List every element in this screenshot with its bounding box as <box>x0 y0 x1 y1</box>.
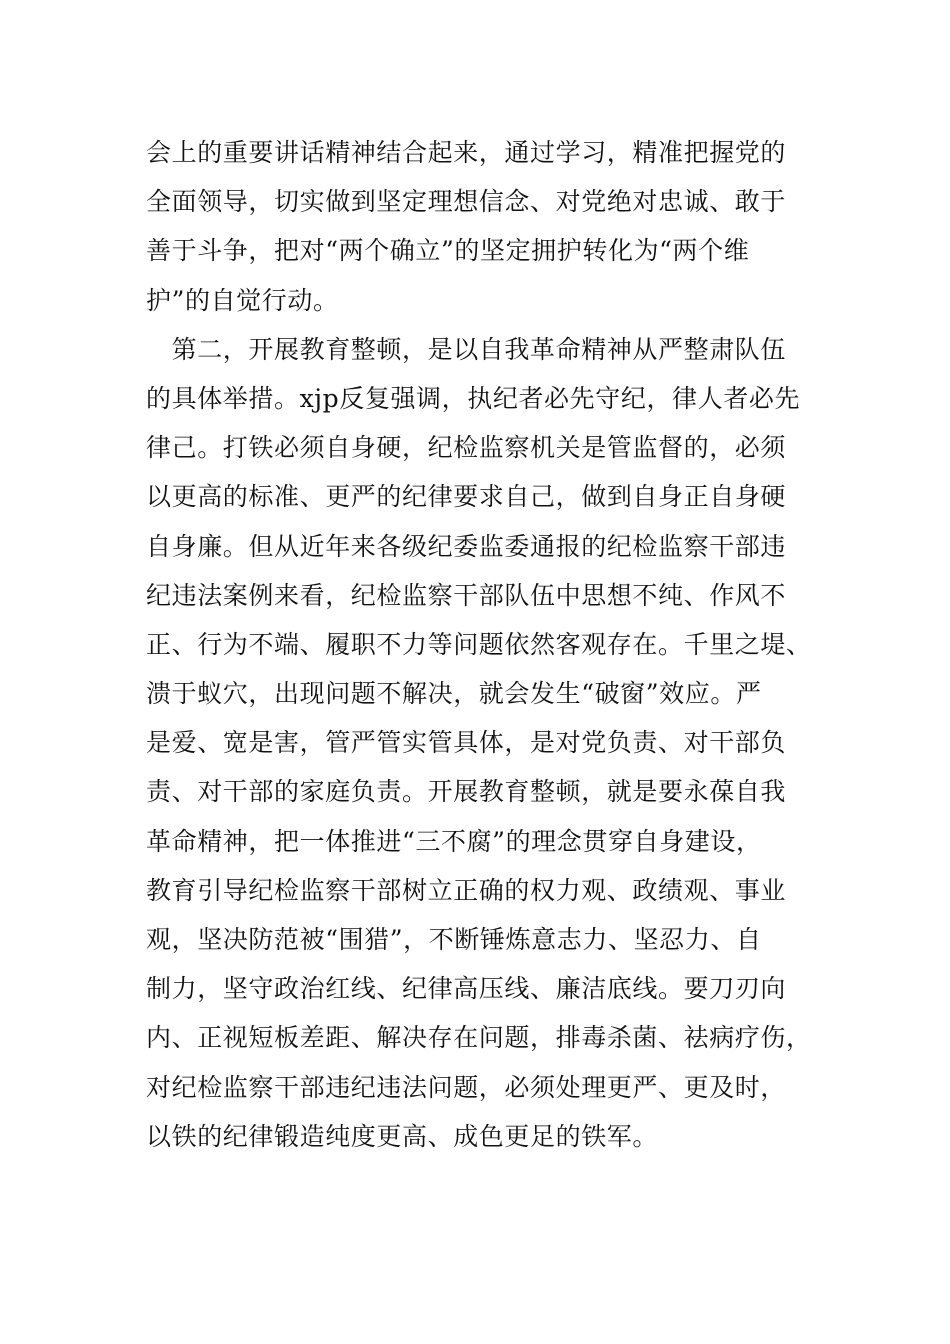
text-line: 的具体举措。xjp反复强调，执纪者必先守纪，律人者必先 <box>146 383 801 413</box>
paragraph-start-line: 第二，开展教育整顿，是以自我革命精神从严整肃队伍 <box>146 334 787 364</box>
text-line: 内、正视短板差距、解决存在问题，排毒杀菌、祛病疗伤， <box>146 1023 812 1053</box>
text-line: 以铁的纪律锻造纯度更高、成色更足的铁军。 <box>146 1121 659 1151</box>
text-line: 护”的自觉行动。 <box>146 285 339 315</box>
text-line: 制力，坚守政治红线、纪律高压线、廉洁底线。要刀刃向 <box>146 974 787 1004</box>
text-line: 律己。打铁必须自身硬，纪检监察机关是管监督的，必须 <box>146 433 787 463</box>
text-line: 溃于蚁穴，出现问题不解决，就会发生“破窗”效应。严 <box>146 679 762 709</box>
text-line: 正、行为不端、履职不力等问题依然客观存在。千里之堤、 <box>146 629 812 659</box>
text-line: 观，坚决防范被“围猎”，不断锤炼意志力、坚忍力、自 <box>146 925 762 954</box>
text-line: 纪违法案例来看，纪检监察干部队伍中思想不纯、作风不 <box>146 580 787 610</box>
text-line: 自身廉。但从近年来各级纪委监委通报的纪检监察干部违 <box>146 531 787 561</box>
text-line: 是爱、宽是害，管严管实管具体，是对党负责、对干部负 <box>146 728 787 758</box>
text-line: 革命精神，把一体推进“三不腐”的理念贯穿自身建设， <box>146 826 762 856</box>
text-line: 责、对干部的家庭负责。开展教育整顿，就是要永葆自我 <box>146 777 787 807</box>
text-line: 教育引导纪检监察干部树立正确的权力观、政绩观、事业 <box>146 875 787 905</box>
text-line: 善于斗争，把对“两个确立”的坚定拥护转化为“两个维 <box>146 236 750 266</box>
text-line: 全面领导，切实做到坚定理想信念、对党绝对忠诚、敢于 <box>146 187 787 217</box>
text-line: 以更高的标准、更严的纪律要求自己，做到自身正自身硬 <box>146 482 787 512</box>
text-line: 对纪检监察干部违纪违法问题，必须处理更严、更及时， <box>146 1072 787 1102</box>
body-text <box>146 128 812 1161</box>
text-line: 会上的重要讲话精神结合起来，通过学习，精准把握党的 <box>146 138 787 167</box>
